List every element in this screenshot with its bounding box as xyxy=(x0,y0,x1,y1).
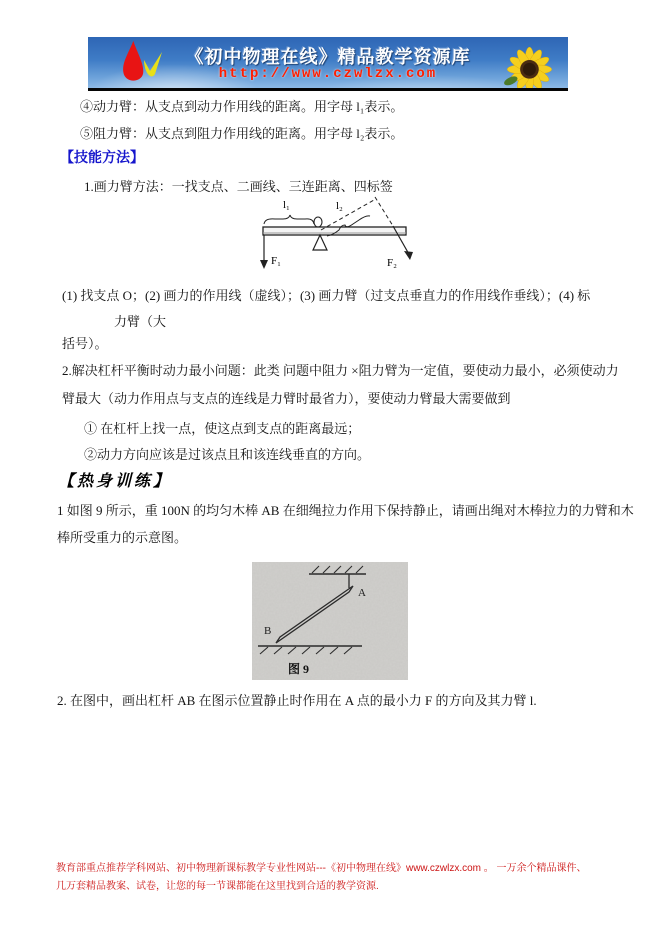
l2-dashed-line xyxy=(321,200,374,230)
f1-label: F₁ xyxy=(271,255,281,267)
method1-text: 1.画力臂方法：一找支点、二画线、三连距离、四标签 xyxy=(84,179,393,194)
banner-background xyxy=(88,37,568,88)
lever-diagram xyxy=(253,194,445,284)
point1-text: ① 在杠杆上找一点，使这点到支点的距离最远； xyxy=(84,421,361,436)
f1-arrowhead xyxy=(260,260,268,269)
banner-url-link[interactable]: http://www.czwlzx.com xyxy=(218,66,438,82)
site-logo-icon xyxy=(114,40,166,88)
pivot-o-mark xyxy=(314,217,322,227)
question2-text: 2. 在图中，画出杠杆 AB 在图示位置静止时作用在 A 点的最小力 F 的方向及其力臂 l. xyxy=(57,693,537,708)
f2-arrowhead xyxy=(404,251,413,260)
f2-label: F₂ xyxy=(387,257,397,269)
steps-line2: 力臂（大 xyxy=(114,314,167,329)
l2-label: l₂ xyxy=(336,200,343,212)
figure-label-a: A xyxy=(358,587,366,599)
steps-line1: (1) 找支点 O；(2) 画力的作用线（虚线）；(3) 画力臂（过支点垂直力的作用线作垂线）；(4) 标 xyxy=(62,288,591,303)
question1-line2: 棒所受重力的示意图。 xyxy=(57,530,188,545)
point2-text: ②动力方向应该是过该点且和该连线垂直的方向。 xyxy=(84,447,371,462)
l1-brace xyxy=(264,215,314,224)
def-effort-arm: ④动力臂：从支点到动力作用线的距离。用字母 l₁表示。 xyxy=(80,99,404,114)
method2-line2: 臂最大（动力作用点与支点的连线是力臂时最省力），要使动力臂最大需要做到 xyxy=(62,391,511,406)
footer-line1: 教育部重点推荐学科网站、初中物理新课标教学专业性网站---《初中物理在线》www.czwlzx.com 。 一万余个精品课件、 xyxy=(56,863,587,874)
figure-caption: 图 9 xyxy=(288,662,310,676)
fulcrum-triangle xyxy=(313,235,327,250)
method2-line1: 2.解决杠杆平衡时动力最小问题：此类 问题中阻力 ×阻力臂为一定值，要使动力最小，必须使动力 xyxy=(62,363,619,378)
sunflower-image xyxy=(483,45,568,88)
def-resist-arm: ⑤阻力臂：从支点到阻力作用线的距离。用字母 l₂表示。 xyxy=(80,126,404,141)
site-banner xyxy=(88,37,568,91)
banner-title: 《初中物理在线》精品教学资源库 xyxy=(185,47,471,67)
warmup-section-heading: 【热身训练】 xyxy=(58,473,173,490)
question1-line1: 1 如图 9 所示，重 100N 的均匀木棒 AB 在细绳拉力作用下保持静止，请画出绳对木棒拉力的力臂和木 xyxy=(57,503,634,518)
figure-label-b: B xyxy=(264,625,272,637)
l1-label: l₁ xyxy=(283,199,290,211)
steps-line3: 括号）。 xyxy=(62,336,108,351)
footer-line2: 几万套精品教案、试卷，让您的每一节课都能在这里找到合适的教学资源. xyxy=(56,881,379,892)
figure-9-image xyxy=(252,562,408,680)
skills-section-heading: 【技能方法】 xyxy=(60,151,144,166)
lever-bar xyxy=(263,227,406,235)
f2-action-line-dashed xyxy=(375,197,393,226)
